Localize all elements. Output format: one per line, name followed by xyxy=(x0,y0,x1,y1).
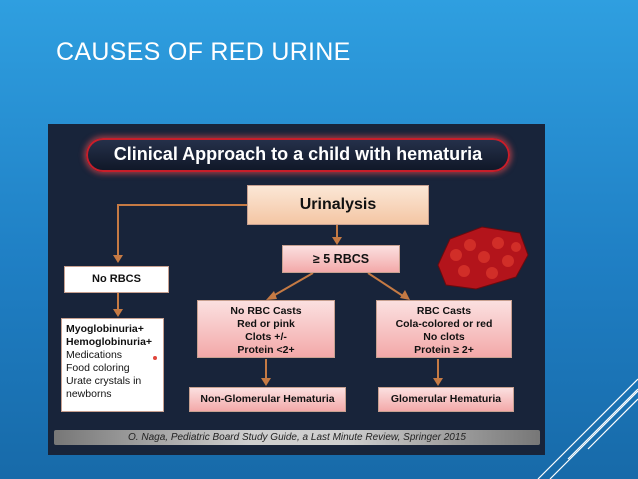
box-line: RBC Casts xyxy=(416,305,472,317)
no-rbcs-box xyxy=(64,266,169,293)
box-line: No clots xyxy=(423,331,465,343)
box-line: Red or pink xyxy=(237,318,295,330)
non-glomerular-label: Non-Glomerular Hematuria xyxy=(200,393,335,405)
glomerular-box xyxy=(378,387,514,412)
rbc-casts-box xyxy=(376,300,512,358)
glomerular-label: Glomerular Hematuria xyxy=(390,393,502,405)
citation-text: O. Naga, Pediatric Board Study Guide, a Last Minute Review, Springer 2015 xyxy=(128,432,466,443)
urinalysis-box xyxy=(247,185,429,225)
cause-item: Food coloring xyxy=(66,362,130,374)
cause-item: newborns xyxy=(66,388,112,400)
box-line: Protein <2+ xyxy=(237,344,295,356)
cause-item: Urate crystals in xyxy=(66,375,142,387)
bullet-dot-icon xyxy=(153,356,157,360)
box-line: Cola-colored or red xyxy=(395,318,493,330)
cause-item: Myoglobinuria+ xyxy=(66,323,144,335)
rbcs-box xyxy=(282,245,400,273)
cause-item: Medications xyxy=(66,349,123,361)
no-rbc-casts-box xyxy=(197,300,335,358)
no-rbcs-label: No RBCS xyxy=(92,273,141,285)
figure-title: Clinical Approach to a child with hematuria xyxy=(113,144,483,164)
box-line: Protein ≥ 2+ xyxy=(414,344,474,356)
cause-item: Hemoglobinuria+ xyxy=(66,336,153,348)
box-line: No RBC Casts xyxy=(230,305,302,317)
box-line: Clots +/- xyxy=(245,331,287,343)
slide-title: CAUSES OF RED URINE xyxy=(56,38,351,66)
citation-bar xyxy=(54,430,540,445)
red-blood-cells-image xyxy=(436,225,530,291)
non-glomerular-box xyxy=(189,387,346,412)
no-rbcs-causes-box xyxy=(61,318,164,412)
hematuria-flowchart xyxy=(48,124,545,455)
urinalysis-label: Urinalysis xyxy=(299,196,377,213)
rbcs-label: ≥ 5 RBCS xyxy=(312,252,370,266)
